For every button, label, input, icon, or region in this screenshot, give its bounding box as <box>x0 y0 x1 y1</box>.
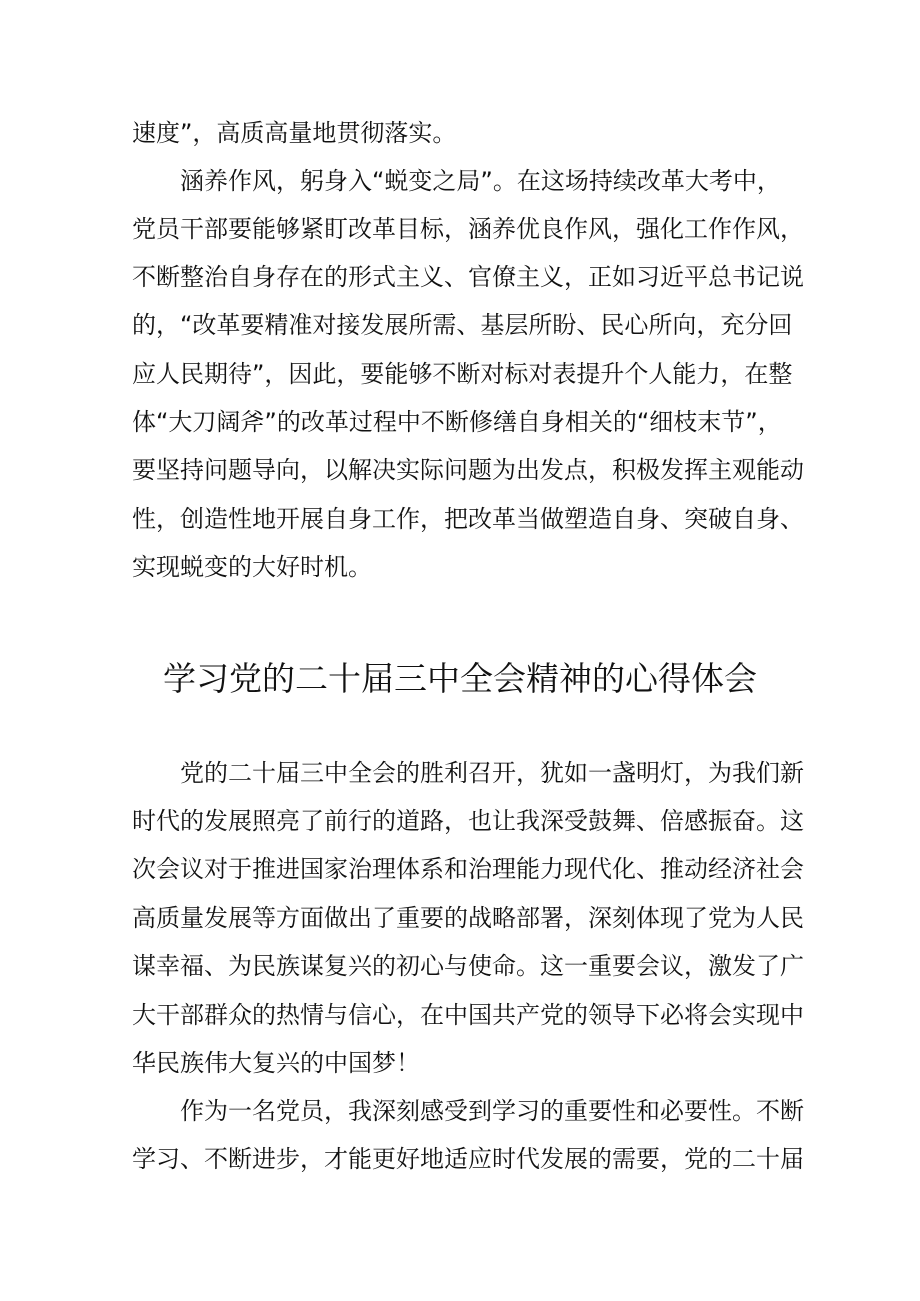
paragraph-line: 谋幸福、为民族谋复兴的初心与使命。这一重要会议，激发了广 <box>132 952 804 980</box>
paragraph-line: 不断整治自身存在的形式主义、官僚主义，正如习近平总书记说 <box>132 263 804 291</box>
paragraph-line: 应人民期待”，因此，要能够不断对标对表提升个人能力，在整 <box>132 360 793 388</box>
paragraph-line: 时代的发展照亮了前行的道路，也让我深受鼓舞、倍感振奋。这 <box>132 807 804 835</box>
paragraph-line: 体“大刀阔斧”的改革过程中不断修缮自身相关的“细枝末节”， <box>132 408 782 436</box>
paragraph-line: 实现蜕变的大好时机。 <box>132 553 372 581</box>
paragraph-line: 性，创造性地开展自身工作，把改革当做塑造自身、突破自身、 <box>132 505 804 533</box>
paragraph-line: 党的二十届三中全会的胜利召开，犹如一盏明灯，为我们新 <box>180 759 804 787</box>
paragraph-line: 大干部群众的热情与信心，在中国共产党的领导下必将会实现中 <box>132 1001 804 1029</box>
paragraph-line: 的，“改革要精准对接发展所需、基层所盼、民心所向，充分回 <box>132 311 793 339</box>
paragraph-line: 速度”，高质高量地贯彻落实。 <box>132 119 457 147</box>
paragraph-line: 学习、不断进步，才能更好地适应时代发展的需要，党的二十届 <box>132 1145 804 1173</box>
paragraph-line: 党员干部要能够紧盯改革目标，涵养优良作风，强化工作作风， <box>132 215 804 243</box>
paragraph-line: 要坚持问题导向，以解决实际问题为出发点，积极发挥主观能动 <box>132 456 804 484</box>
paragraph-line: 次会议对于推进国家治理体系和治理能力现代化、推动经济社会 <box>132 855 804 883</box>
paragraph-line: 涵养作风，躬身入“蜕变之局”。在这场持续改革大考中， <box>180 167 781 195</box>
paragraph-line: 高质量发展等方面做出了重要的战略部署，深刻体现了党为人民 <box>132 904 804 932</box>
document-title: 学习党的二十届三中全会精神的心得体会 <box>163 659 757 698</box>
paragraph-line: 作为一名党员，我深刻感受到学习的重要性和必要性。不断 <box>180 1097 804 1125</box>
paragraph-line: 华民族伟大复兴的中国梦！ <box>132 1049 420 1077</box>
